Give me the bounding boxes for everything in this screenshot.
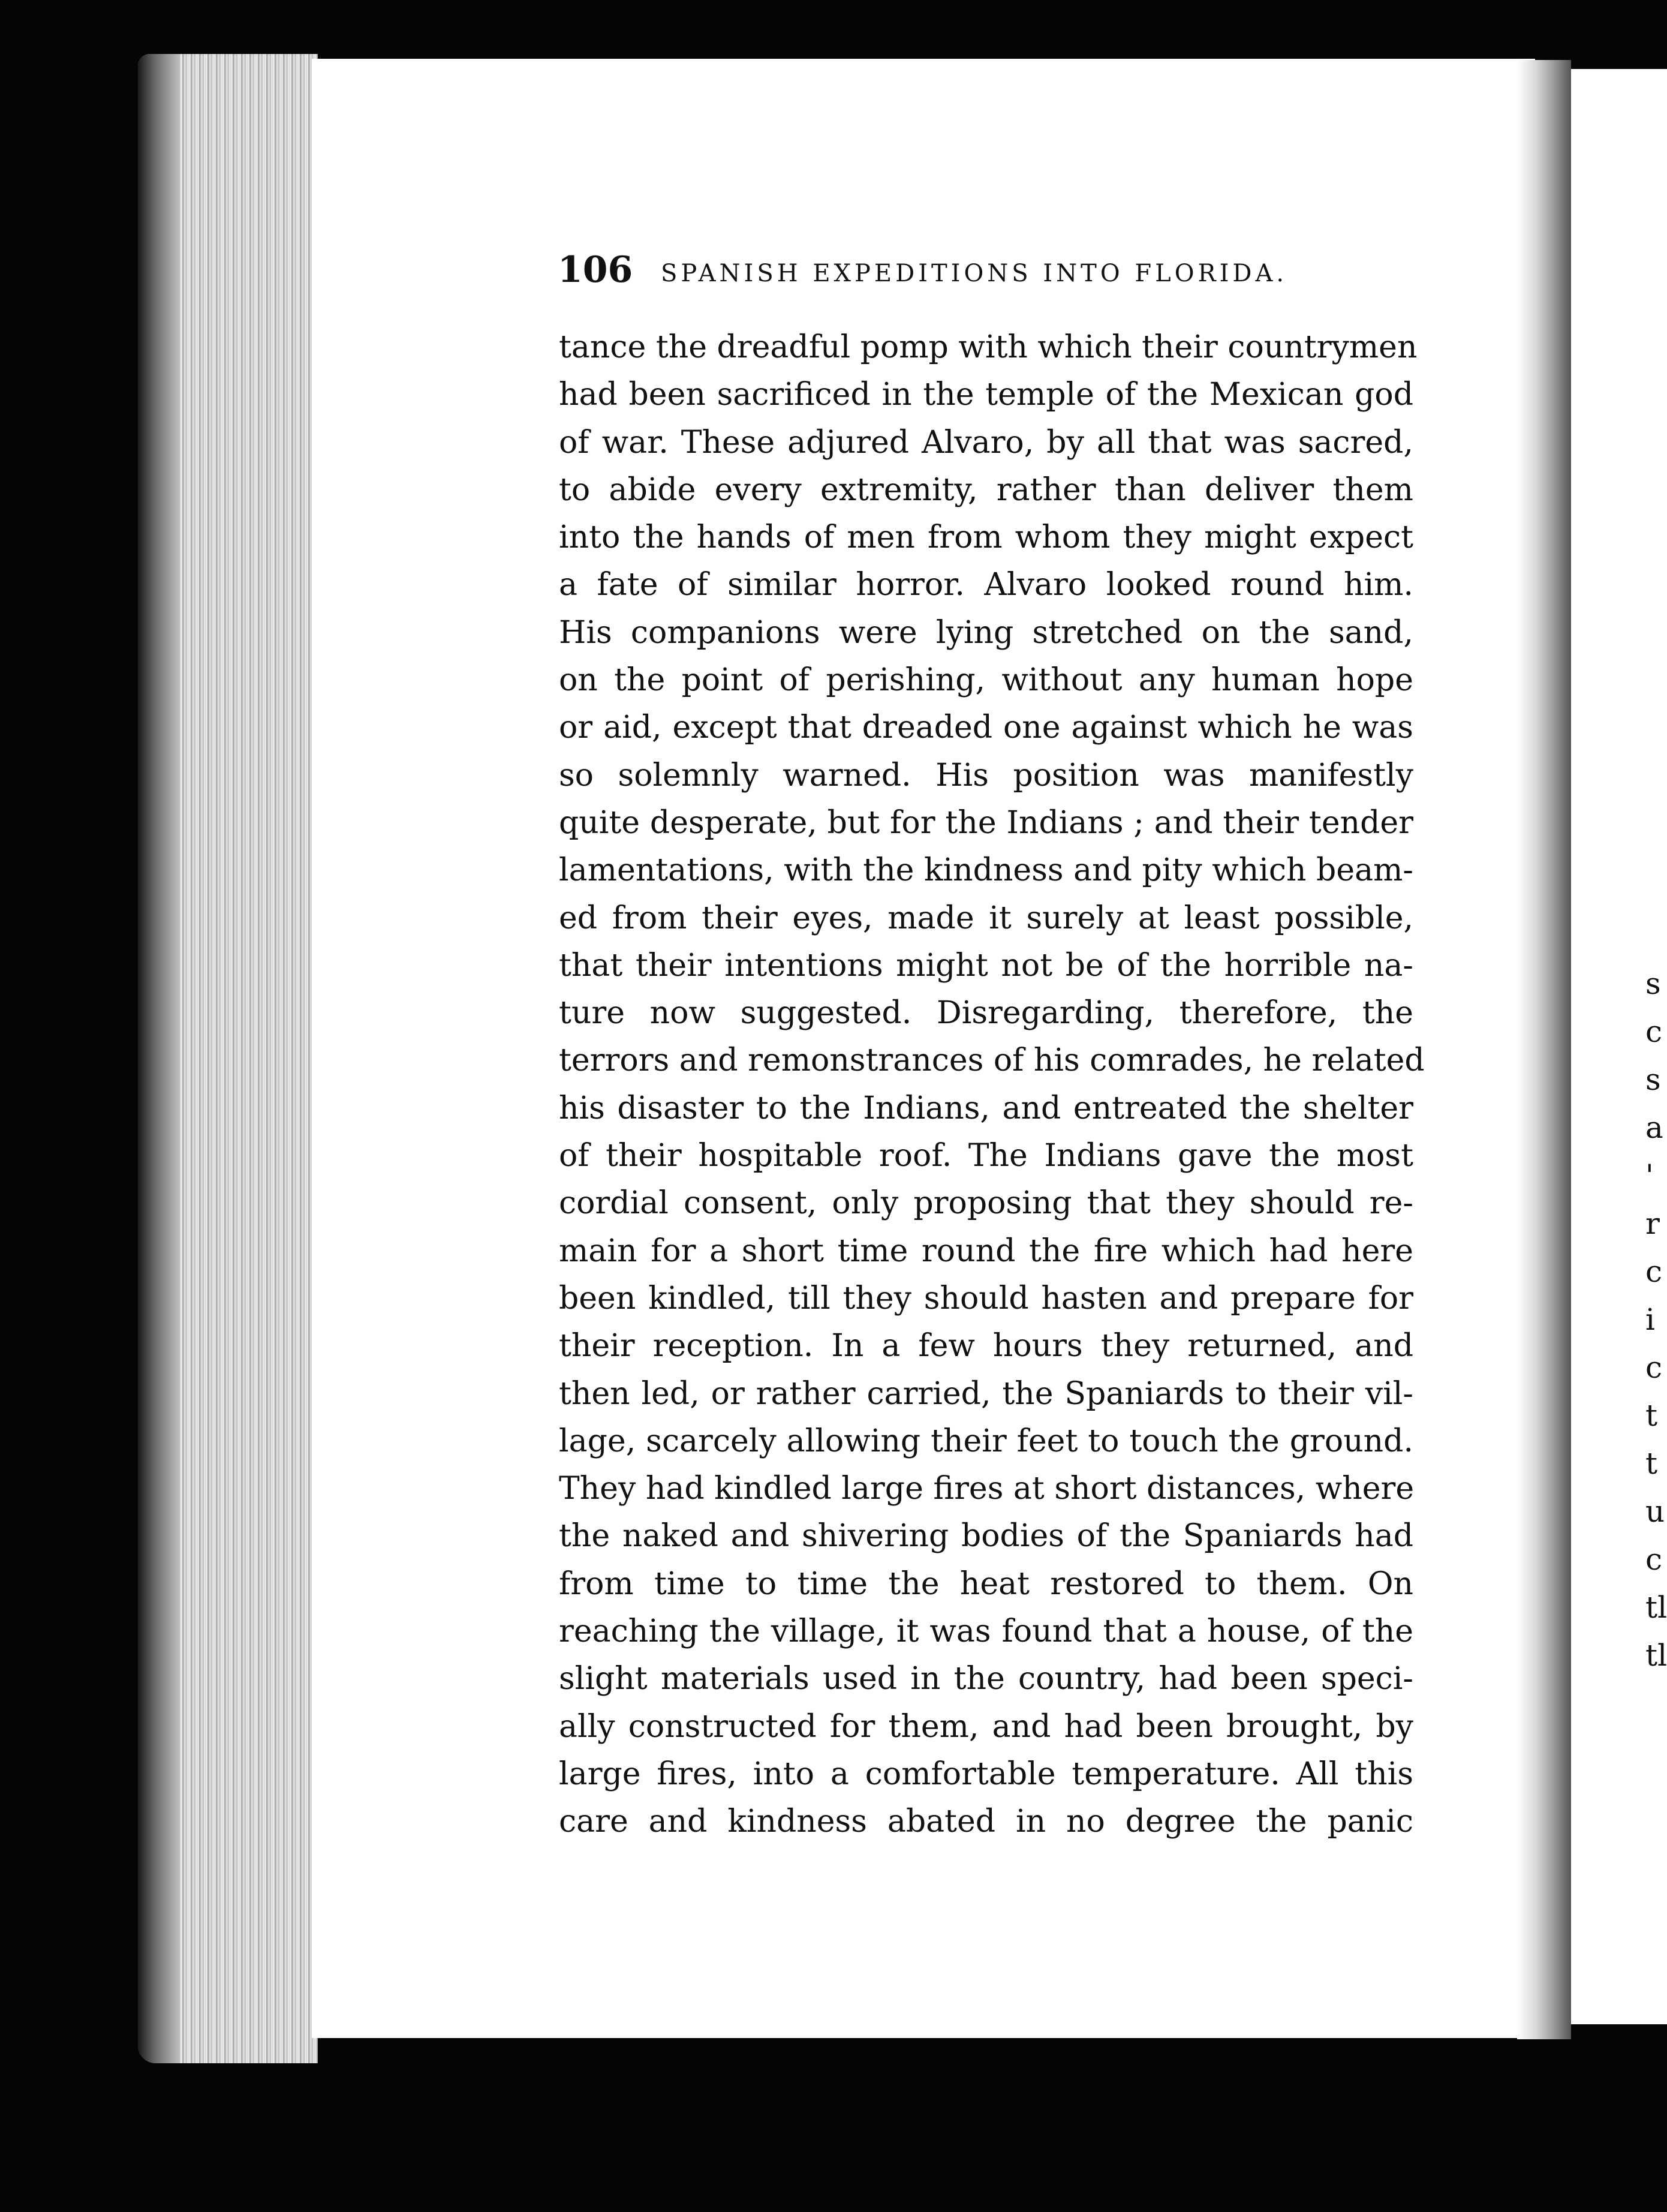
facing-page-glyph: ': [1645, 1158, 1654, 1193]
text-line: terrors and remonstrances of his comrades, he related: [559, 1042, 1425, 1079]
text-line: tance the dreadful pomp with which their countrymen: [559, 329, 1418, 365]
book-gutter-shadow: [1517, 60, 1571, 2039]
facing-page-text: [1645, 960, 1667, 1679]
text-line: on the point of perishing, without any human hope: [559, 662, 1413, 699]
text-line: lamentations, with the kindness and pity which beam-: [559, 852, 1413, 889]
text-line: so solemnly warned. His position was manifestly: [559, 757, 1413, 794]
text-line: then led, or rather carried, the Spaniards to their vil-: [559, 1375, 1413, 1412]
text-line: of war. These adjured Alvaro, by all that was sacred,: [559, 424, 1413, 461]
page-number: 106: [558, 249, 633, 291]
text-line: had been sacrificed in the temple of the Mexican god: [559, 377, 1413, 413]
facing-page-glyph: c: [1645, 1014, 1663, 1049]
text-line: into the hands of men from whom they might expect: [559, 519, 1413, 556]
text-line: slight materials used in the country, had been speci-: [559, 1661, 1413, 1697]
facing-page-glyph: c: [1645, 1350, 1663, 1385]
text-line: to abide every extremity, rather than deliver them: [559, 471, 1413, 508]
text-line: from time to time the heat restored to them. On: [559, 1565, 1413, 1602]
facing-page-glyph: s: [1645, 966, 1661, 1001]
facing-page-glyph: c: [1645, 1542, 1663, 1577]
text-line: lage, scarcely allowing their feet to touch the ground.: [559, 1423, 1413, 1459]
text-line: or aid, except that dreaded one against which he was: [559, 710, 1413, 746]
text-line: been kindled, till they should hasten and prepare for: [559, 1280, 1413, 1317]
body-text: [559, 324, 1425, 1846]
text-line: care and kindness abated in no degree the panic: [559, 1804, 1413, 1840]
text-line: of their hospitable roof. The Indians gave the most: [559, 1138, 1413, 1174]
text-line: the naked and shivering bodies of the Spaniards had: [559, 1518, 1413, 1555]
text-line: cordial consent, only proposing that they should re-: [559, 1185, 1413, 1222]
page-header: [558, 246, 1427, 294]
facing-page-glyph: c: [1645, 1254, 1663, 1289]
text-line: their reception. In a few hours they returned, and: [559, 1328, 1413, 1365]
running-title: SPANISH EXPEDITIONS INTO FLORIDA.: [661, 260, 1288, 287]
facing-page-glyph: t: [1645, 1446, 1658, 1481]
text-line: large fires, into a comfortable temperature. All this: [559, 1756, 1413, 1792]
text-line: that their intentions might not be of the horrible na-: [559, 947, 1413, 984]
text-line: ally constructed for them, and had been brought, by: [559, 1708, 1413, 1745]
text-line: ed from their eyes, made it surely at least possible,: [559, 900, 1413, 936]
text-line: a fate of similar horror. Alvaro looked round him.: [559, 567, 1413, 603]
facing-page-glyph: t: [1645, 1398, 1658, 1433]
facing-page-glyph: u: [1645, 1494, 1665, 1529]
text-line: reaching the village, it was found that a house, of the: [559, 1613, 1413, 1650]
text-line: They had kindled large fires at short distances, where: [559, 1471, 1415, 1507]
text-line: quite desperate, but for the Indians ; and their tender: [559, 804, 1413, 841]
facing-page-glyph: a: [1645, 1110, 1663, 1145]
facing-page-glyph: tl: [1645, 1638, 1667, 1673]
text-line: his disaster to the Indians, and entreated the shelter: [559, 1090, 1413, 1126]
text-line: His companions were lying stretched on the sand,: [559, 614, 1413, 651]
text-line: ture now suggested. Disregarding, therefore, the: [559, 995, 1413, 1032]
text-line: main for a short time round the fire which had here: [559, 1233, 1413, 1269]
facing-page-glyph: r: [1645, 1206, 1660, 1241]
facing-page-glyph: tl: [1645, 1590, 1667, 1625]
book-fore-edge: [138, 54, 318, 2063]
facing-page-glyph: i: [1645, 1302, 1655, 1337]
facing-page-glyph: s: [1645, 1062, 1661, 1097]
